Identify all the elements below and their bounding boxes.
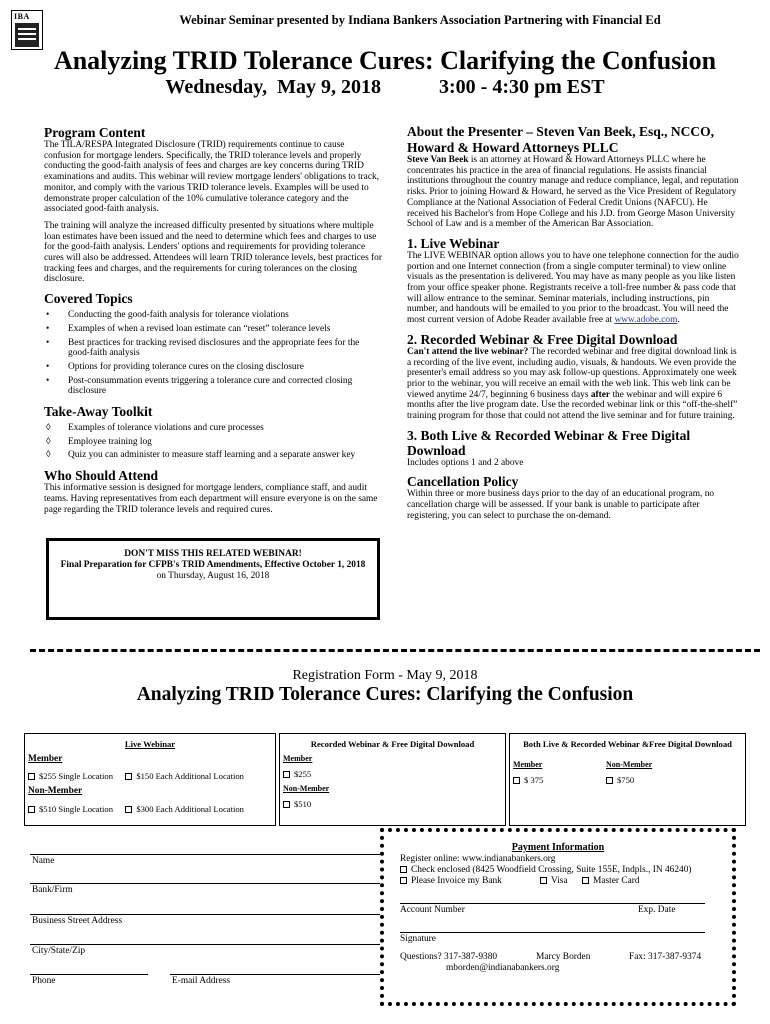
live-heading: 1. Live Webinar	[407, 235, 500, 251]
contact-email[interactable]: mborden@indianabankers.org	[446, 963, 560, 973]
webinar-date: Wednesday, May 9, 2018	[165, 76, 381, 98]
both-member-checkbox[interactable]	[513, 777, 520, 784]
both-nonmember-checkbox[interactable]	[606, 777, 613, 784]
page-title: Analyzing TRID Tolerance Cures: Clarifying the Confusion	[53, 46, 717, 75]
invoice-option: Please Invoice my Bank	[400, 876, 502, 887]
recorded-text: Can't attend the live webinar? The recorded webinar and free digital download link is a recording of the live event, including audio, visuals, & handouts. We even provide the presenter's email address so you may ask follow-up questions. Approximately one week prior to the webinar, you will receive an email with the web link. This web link can be viewed anytime 24/7, beginning 6 business days after the webinar and will expire 6 months after the live program date. Use the recorded webinar link or this “off-the-shelf” training program for those that could not attend the live seminar and for future training.	[407, 346, 738, 422]
presenter-bio: Steve Van Beek is an attorney at Howard & Howard Attorneys PLLC where he concentrates his practice in the area of financial regulations. He assists financial institutions throughout the country manage and reduce compliance, legal, and reputation risks. Prior to joining Howard & Howard, he served as the Vice President of Regulatory Compliance at the National Association of Federal Credit Unions (NAFCU). He received his Bachelor's from Hope College and his J.D. from George Mason University School of Law and is a member of the American Bar Association.	[407, 155, 739, 230]
fax-number: Fax: 317-387-9374	[629, 952, 702, 962]
both-pricing-heading: Both Live & Recorded Webinar &Free Digital Download	[523, 739, 732, 749]
recorded-member-label: Member	[283, 754, 313, 763]
city-label: City/State/Zip	[32, 946, 86, 956]
registration-subtitle: Registration Form - May 9, 2018	[292, 668, 478, 683]
bullet-icon: •	[46, 375, 50, 386]
signature-line[interactable]	[400, 932, 705, 933]
recorded-member-checkbox[interactable]	[283, 771, 290, 778]
both-heading: 3. Both Live & Recorded Webinar & Free Digital Download	[407, 427, 691, 458]
visa-option: Visa	[540, 876, 568, 887]
live-nonmember-single-checkbox[interactable]	[28, 806, 35, 813]
payment-heading: Payment Information	[511, 842, 605, 853]
questions-phone: Questions? 317-387-9380	[400, 952, 498, 962]
phone-label: Phone	[32, 976, 56, 986]
list-item: ◊ Employee training log	[46, 436, 152, 447]
register-online: Register online: www.indianabankers.org	[400, 854, 556, 864]
recorded-heading: 2. Recorded Webinar & Free Digital Download	[407, 331, 678, 347]
related-date: on Thursday, August 16, 2018	[156, 571, 270, 581]
recorded-member-option: $255	[283, 769, 311, 779]
street-label: Business Street Address	[32, 916, 123, 926]
presented-by-line: Webinar Seminar presented by Indiana Bankers Association Partnering with Financial Ed	[179, 13, 661, 27]
program-heading: Program Content	[44, 125, 146, 140]
bullet-icon: •	[46, 310, 50, 321]
related-webinar-box	[46, 538, 380, 620]
logo-text: IBA	[14, 12, 30, 21]
adobe-link[interactable]: www.adobe.com	[614, 315, 678, 326]
recorded-pricing-heading: Recorded Webinar & Free Digital Download	[310, 739, 475, 749]
mastercard-option: Master Card	[582, 876, 640, 887]
diamond-bullet-icon: ◊	[46, 423, 51, 434]
both-nonmember-label: Non-Member	[606, 760, 653, 769]
contact-name: Marcy Borden	[536, 952, 591, 962]
program-para-1: The TILA/RESPA Integrated Disclosure (TRID) requirements continue to cause confusion for mortgage lenders. Specifically, the TRID tolerance levels and properly conducting the good-faith analysis of fees and charges are key concerns during TRID examinations and audits. This webinar will review mortgage lenders' obligations to track, monitor, and comply with the various TRID tolerance levels. Examples will be used to demonstrate proper calculation of the 10% cumulative tolerance category and the associated good-faith analysis.	[44, 140, 380, 215]
live-nonmember-options: $510 Single Location $300 Each Additional Location	[28, 804, 244, 814]
live-member-label: Member	[28, 754, 63, 764]
cut-line-divider	[30, 649, 760, 652]
related-callout: DON'T MISS THIS RELATED WEBINAR!	[124, 549, 302, 559]
list-item: • Best practices for tracking revised disclosures and the appropriate fees for the good-faith analysis	[46, 337, 360, 359]
street-line[interactable]	[30, 914, 380, 915]
related-title: Final Preparation for CFPB's TRID Amendments, Effective October 1, 2018	[60, 560, 366, 570]
account-line[interactable]	[400, 903, 705, 904]
bullet-icon: •	[46, 361, 50, 372]
diamond-bullet-icon: ◊	[46, 436, 51, 447]
signature-label: Signature	[400, 934, 436, 944]
both-nonmember-option: $750	[606, 775, 634, 785]
bullet-icon: •	[46, 337, 50, 348]
list-item: ◊ Examples of tolerance violations and cure processes	[46, 423, 264, 434]
program-para-2: The training will analyze the increased difficulty presented by situations where multiple loan estimates have been issued and the need to determine which fees and charges to use for the good-faith analysis. Lenders' options and requirements for providing tolerance cures will also be addressed. Attendees will learn TRID tolerance levels, best practices for tracking fees and charges, and the requirements for curing tolerances on the closing disclosure.	[44, 220, 382, 285]
live-nonmember-label: Non-Member	[28, 786, 83, 796]
live-text: The LIVE WEBINAR option allows you to have one telephone connection for the audio portion and one Internet connection (from a single computer terminal) to view online visuals as the presentation is delivered. You may have as many people as you like listen from your office speaker phone. Registrants receive a toll-free number & pass code that will allow entrance to the seminar. Seminar materials, including instructions, pin number, and handouts will be emailed to you prior to the broadcast. You will need the most current version of Adobe Reader available free at www.adobe.com.	[407, 250, 739, 326]
live-member-options: $255 Single Location $150 Each Additional Location	[28, 771, 244, 781]
pricing-table	[24, 733, 746, 826]
live-member-single-checkbox[interactable]	[28, 773, 35, 780]
check-option: Check enclosed (8425 Woodfield Crossing, Suite 155E, Indpls., IN 46240)	[400, 865, 692, 876]
both-pricing-box	[509, 733, 746, 826]
check-enclosed-checkbox[interactable]	[400, 866, 407, 873]
account-label: Account Number	[400, 905, 465, 915]
live-pricing-heading: Live Webinar	[124, 739, 176, 749]
bullet-icon: •	[46, 323, 50, 334]
city-line[interactable]	[30, 944, 380, 945]
recorded-nonmember-checkbox[interactable]	[283, 801, 290, 808]
who-heading: Who Should Attend	[44, 468, 159, 484]
email-label: E-mail Address	[172, 976, 231, 986]
both-text: Includes options 1 and 2 above	[407, 457, 524, 468]
email-line[interactable]	[170, 974, 380, 975]
exp-date-label: Exp. Date	[638, 905, 676, 915]
name-line[interactable]	[30, 854, 380, 855]
registration-title: Analyzing TRID Tolerance Cures: Clarifying the Confusion	[136, 684, 634, 705]
date-time-line	[0, 76, 770, 99]
mastercard-checkbox[interactable]	[582, 877, 589, 884]
toolkit-list	[44, 423, 382, 461]
list-item: • Conducting the good-faith analysis for tolerance violations	[46, 310, 289, 321]
list-item: • Post-consummation events triggering a tolerance cure and corrected closing disclosure	[46, 375, 353, 397]
covered-list	[44, 310, 382, 397]
who-text: This informative session is designed for mortgage lenders, compliance staff, and audit teams. Having representatives from each department will ensure everyone is on the same page regarding the TRID tolerance levels and required cures.	[44, 483, 378, 515]
left-column	[44, 125, 382, 515]
bank-label: Bank/Firm	[32, 885, 73, 895]
visa-checkbox[interactable]	[540, 877, 547, 884]
list-item: • Examples of when a revised loan estimate can “reset” tolerance levels	[46, 323, 331, 334]
diamond-bullet-icon: ◊	[46, 450, 51, 461]
list-item: ◊ Quiz you can administer to measure staff learning and a separate answer key	[46, 450, 356, 461]
both-member-label: Member	[513, 760, 543, 769]
presenter-name: Steve Van Beek	[407, 155, 469, 165]
cancellation-text: Within three or more business days prior to the day of an educational program, no cancellation charge will be assessed. If your bank is unable to participate after registering, you can select to purchase the on-demand.	[407, 489, 715, 521]
live-member-additional-checkbox[interactable]	[125, 773, 132, 780]
recorded-nonmember-option: $510	[283, 799, 311, 809]
toolkit-heading: Take-Away Toolkit	[44, 404, 153, 420]
phone-line[interactable]	[30, 974, 148, 975]
presenter-heading: About the Presenter – Steven Van Beek, Esq., NCCO, Howard & Howard Attorneys PLLC	[407, 124, 715, 155]
live-nonmember-additional-checkbox[interactable]	[125, 806, 132, 813]
bank-line[interactable]	[30, 883, 380, 884]
iba-logo	[11, 10, 43, 50]
webinar-time: 3:00 - 4:30 pm EST	[439, 76, 605, 98]
invoice-checkbox[interactable]	[400, 877, 407, 884]
name-label: Name	[32, 856, 55, 866]
covered-heading: Covered Topics	[44, 291, 133, 307]
cancellation-heading: Cancellation Policy	[407, 474, 519, 490]
recorded-nonmember-label: Non-Member	[283, 784, 330, 793]
live-pricing-box	[24, 733, 276, 826]
right-column	[407, 124, 741, 522]
logo-mark-icon	[15, 23, 39, 47]
both-member-option: $ 375	[513, 775, 543, 785]
recorded-pricing-box	[279, 733, 506, 826]
list-item: • Options for providing tolerance cures on the closing disclosure	[46, 361, 304, 372]
